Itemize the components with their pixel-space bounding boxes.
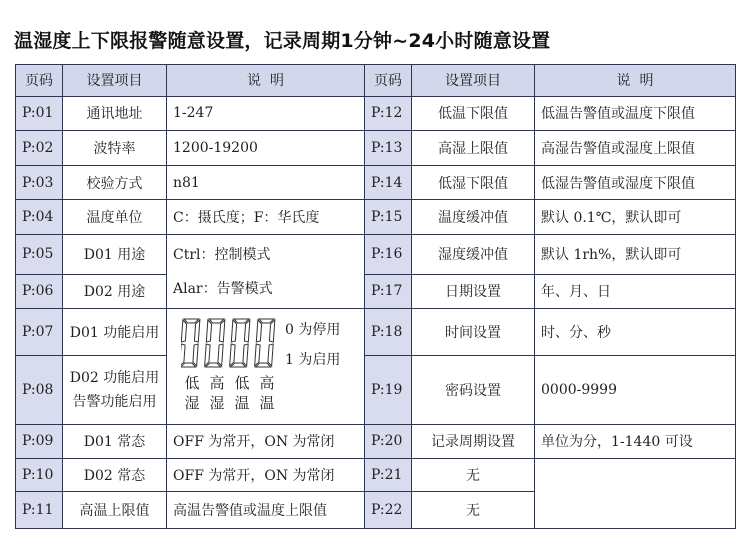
header-desc-left: 说 明 <box>167 65 365 97</box>
lcd-note-disabled: 0 为停用 <box>285 322 341 339</box>
lcd-digits-graphic <box>181 317 281 371</box>
header-item-left: 设置项目 <box>63 65 167 97</box>
setting-desc: 0000-9999 <box>535 355 736 424</box>
setting-item: D01 用途 <box>63 234 167 274</box>
page-code: P:20 <box>365 425 412 459</box>
lcd-label-char: 高 <box>209 374 225 393</box>
lcd-segment <box>230 344 236 366</box>
header-item-right: 设置项目 <box>412 65 535 97</box>
setting-item: 高湿上限值 <box>412 131 535 166</box>
lcd-label-low-temperature <box>231 373 253 413</box>
setting-item: 无 <box>412 492 535 529</box>
lcd-label-char: 高 <box>259 374 275 393</box>
setting-desc: 低温告警值或温度下限值 <box>535 96 736 131</box>
page-code: P:09 <box>16 425 63 459</box>
page-code: P:11 <box>16 492 63 529</box>
setting-item: 校验方式 <box>63 165 167 200</box>
lcd-segment <box>193 344 199 366</box>
page-title: 温湿度上下限报警随意设置，记录周期1分钟~24小时随意设置 <box>14 30 551 52</box>
lcd-segment <box>219 320 225 342</box>
setting-desc: C：摄氏度；F：华氏度 <box>167 200 365 235</box>
lcd-segment <box>269 320 275 342</box>
setting-item: 日期设置 <box>412 274 535 309</box>
table-row <box>16 355 736 424</box>
setting-desc: 默认 0.1℃，默认即可 <box>535 200 736 235</box>
setting-item-line: 告警功能启用 <box>72 394 157 411</box>
setting-desc: 1200-19200 <box>167 131 365 166</box>
setting-item: 高温上限值 <box>63 492 167 529</box>
page-code: P:18 <box>365 309 412 356</box>
page-code: P:22 <box>365 492 412 529</box>
page-code: P:02 <box>16 131 63 166</box>
table-row <box>16 131 736 166</box>
setting-desc: 低湿告警值或湿度下限值 <box>535 165 736 200</box>
lcd-segment <box>268 344 274 366</box>
page-code: P:12 <box>365 96 412 131</box>
lcd-label-char: 低 <box>184 374 200 393</box>
page-code: P:01 <box>16 96 63 131</box>
table-row <box>16 309 736 356</box>
lcd-segment <box>231 320 237 342</box>
header-desc-right: 说 明 <box>535 65 736 97</box>
setting-desc: 年、月、日 <box>535 274 736 309</box>
page-code: P:07 <box>16 309 63 356</box>
table-row <box>16 165 736 200</box>
lcd-digit <box>205 319 225 367</box>
setting-item: 无 <box>412 458 535 492</box>
setting-item: D02 用途 <box>63 274 167 309</box>
page-code: P:13 <box>365 131 412 166</box>
lcd-digit <box>181 319 200 367</box>
setting-item: 低温下限值 <box>412 96 535 131</box>
header-row <box>16 65 736 97</box>
usage-desc <box>167 234 365 308</box>
lcd-digit <box>255 319 275 367</box>
page-code: P:10 <box>16 458 63 492</box>
setting-desc: 高温告警值或温度上限值 <box>167 492 365 529</box>
setting-item: 密码设置 <box>412 355 535 424</box>
lcd-digit <box>230 319 250 367</box>
setting-desc: n81 <box>167 165 365 200</box>
setting-item: 通讯地址 <box>63 96 167 131</box>
lcd-notes <box>285 315 340 375</box>
lcd-segment <box>255 344 261 366</box>
setting-item <box>63 355 167 424</box>
setting-desc: 1-247 <box>167 96 365 131</box>
table-row <box>16 425 736 459</box>
lcd-label-char: 低 <box>234 374 250 393</box>
setting-item: D01 功能启用 <box>63 309 167 356</box>
lcd-label-low-humidity <box>181 373 203 413</box>
lcd-label-char: 温 <box>234 394 250 413</box>
setting-desc: OFF 为常开，ON 为常闭 <box>167 425 365 459</box>
table-row <box>16 458 736 492</box>
lcd-label-high-humidity <box>206 373 228 413</box>
lcd-segment <box>218 344 224 366</box>
page-code: P:05 <box>16 234 63 274</box>
lcd-segment <box>181 363 196 367</box>
usage-ctrl: Ctrl：控制模式 <box>173 246 271 263</box>
lcd-segment <box>244 320 250 342</box>
setting-desc: 高湿告警值或湿度上限值 <box>535 131 736 166</box>
setting-item: D01 常态 <box>63 425 167 459</box>
page-code: P:16 <box>365 234 412 274</box>
header-page-left: 页码 <box>16 65 63 97</box>
page-code: P:19 <box>365 355 412 424</box>
lcd-segment <box>205 344 211 366</box>
lcd-segment <box>181 320 187 342</box>
lcd-segment <box>256 320 262 342</box>
table-row <box>16 234 736 274</box>
setting-item: 温度单位 <box>63 200 167 235</box>
lcd-segment <box>206 320 212 342</box>
setting-item: 低湿下限值 <box>412 165 535 200</box>
setting-item-line: D02 功能启用 <box>69 370 160 387</box>
page-code: P:08 <box>16 355 63 424</box>
settings-table-wrapper <box>15 64 735 529</box>
table-row <box>16 274 736 309</box>
setting-desc-empty <box>535 458 736 528</box>
setting-item: 波特率 <box>63 131 167 166</box>
setting-desc: OFF 为常开，ON 为常闭 <box>167 458 365 492</box>
lcd-label-char: 湿 <box>184 394 200 413</box>
lcd-segment <box>243 344 249 366</box>
page-code: P:15 <box>365 200 412 235</box>
page-code: P:21 <box>365 458 412 492</box>
setting-item: 时间设置 <box>412 309 535 356</box>
lcd-segment <box>194 320 200 342</box>
setting-item: 记录周期设置 <box>412 425 535 459</box>
lcd-display <box>181 317 281 371</box>
lcd-note-enabled: 1 为启用 <box>285 352 341 369</box>
page-code: P:04 <box>16 200 63 235</box>
lcd-label-char: 湿 <box>209 394 225 413</box>
page-code: P:06 <box>16 274 63 309</box>
settings-table <box>15 64 736 529</box>
table-row <box>16 200 736 235</box>
lcd-diagram-cell <box>167 309 365 425</box>
setting-desc: 单位为分，1-1440 可设 <box>535 425 736 459</box>
setting-desc: 默认 1rh%，默认即可 <box>535 234 736 274</box>
usage-alar: Alar：告警模式 <box>173 280 273 297</box>
setting-item: D02 常态 <box>63 458 167 492</box>
page-code: P:14 <box>365 165 412 200</box>
setting-item: 湿度缓冲值 <box>412 234 535 274</box>
setting-desc: 时、分、秒 <box>535 309 736 356</box>
lcd-label-char: 温 <box>259 394 275 413</box>
page-code: P:17 <box>365 274 412 309</box>
table-row <box>16 96 736 131</box>
page-code: P:03 <box>16 165 63 200</box>
header-page-right: 页码 <box>365 65 412 97</box>
setting-item: 温度缓冲值 <box>412 200 535 235</box>
lcd-label-high-temperature <box>256 373 278 413</box>
